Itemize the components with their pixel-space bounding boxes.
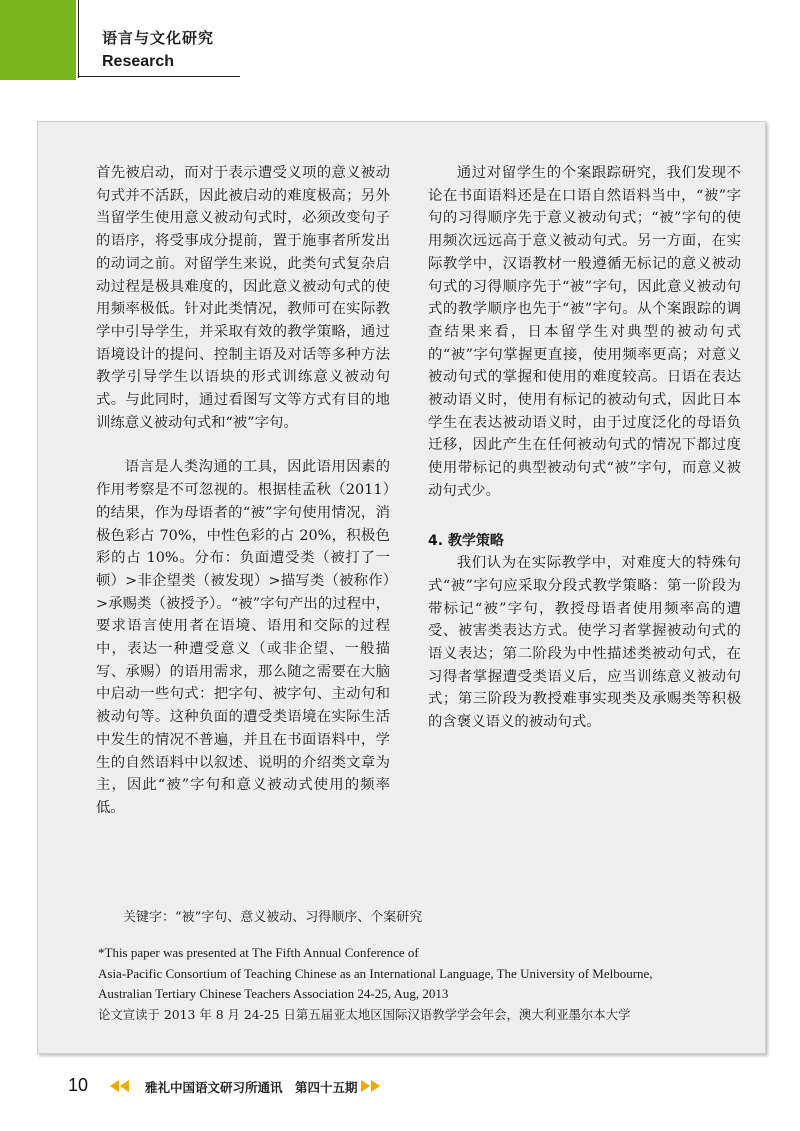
header-divider-horizontal — [78, 76, 240, 77]
section-subtitle: Research — [102, 53, 175, 70]
paper-note — [98, 943, 653, 1025]
keywords-line: 关键字：“被”字句、意义被动、习得顺序、个案研究 — [123, 910, 423, 925]
double-left-arrow-icon — [110, 1080, 129, 1092]
paragraph: 我们认为在实际教学中，对难度大的特殊句式“被”字句应采取分段式教学策略：第一阶段为带标记“被”字句，教授母语者使用频率高的遭受、被害类表达方式。使学习者掌握被动句式的语义表达；第二阶段为中性描述类被动句式，在习得者掌握遭受类语义后，应当训练意义被动句式；第三阶段为教授难事实现类及承赐类等积极的含褒义语义的被动句式。 — [428, 555, 741, 731]
double-right-arrow-icon — [361, 1080, 380, 1092]
publication-name: 雅礼中国语文研习所通讯 第四十五期 — [145, 1080, 358, 1095]
header-divider-vertical — [78, 0, 79, 78]
note-line: Australian Tertiary Chinese Teachers Association 24-25, Aug, 2013 — [98, 986, 449, 1001]
article-column-left — [96, 162, 390, 820]
note-line: Asia-Pacific Consortium of Teaching Chinese as an International Language, The University of Melbourne, — [98, 965, 653, 981]
section-heading: 4. 教学策略 — [428, 532, 504, 549]
paragraph: 语言是人类沟通的工具，因此语用因素的作用考察是不可忽视的。根据桂孟秋（2011）的结果，作为母语者的“被”字句使用情况，消极色彩占 70%，中性色彩的占 20%，积极色彩的占 10%。分布：负面遭受类（被打了一顿）>非企望类（被发现）>描写类（被称作）>承赐类（被授予）。“被”字句产出的过程中，要求语言使用者在语境、语用和交际的过程中，表达一种遭受意义（或非企望、一般描写、承赐）的语用需求，那么随之需要在大脑中启动一些句式：把字句、被字句、主动句和被动句等。这种负面的遭受类语境在实际生活中发生的情况不普遍，并且在书面语料中，学生的自然语料中以叙述、说明的介绍类文章为主，因此“被”字句和意义被动式使用的频率低。 — [96, 459, 390, 816]
note-line: *This paper was presented at The Fifth Annual Conference of — [98, 945, 419, 960]
page-footer — [0, 1072, 800, 1102]
paragraph: 首先被启动，而对于表示遭受义项的意义被动句式并不活跃，因此被启动的难度极高；另外当留学生使用意义被动句式时，必须改变句子的语序，将受事成分提前，置于施事者所发出的动词之前。对留学生来说，此类句式复杂启动过程是极具难度的，因此意义被动句式的使用频率极低。针对此类情况，教师可在实际教学中引导学生，并采取有效的教学策略，通过语境设计的提问、控制主语及对话等多种方法教学引导学生以语块的形式训练意义被动句式。与此同时，通过看图写文等方式有目的地训练意义被动句式和“被”字句。 — [96, 165, 390, 431]
page-number: 10 — [68, 1075, 89, 1095]
paragraph: 通过对留学生的个案跟踪研究，我们发现不论在书面语料还是在口语自然语料当中，“被”字句的习得顺序先于意义被动句式；“被”字句的使用频次远远高于意义被动句式。另一方面，在实际教学中，汉语教材一般遵循无标记的意义被动句式的习得顺序先于“被”字句，因此意义被动句式的教学顺序也先于“被”字句。从个案跟踪的调查结果来看，日本留学生对典型的被动句式的“被”字句掌握更直接，使用频率更高；对意义被动句式的掌握和使用的难度较高。日语在表达被动语义时，使用有标记的被动句式，因此日本学生在表达被动语义时，由于过度泛化的母语负迁移，因此产生在任何被动句式的情况下都过度使用带标记的典型被动句式“被”字句，而意义被动句式少。 — [428, 165, 741, 499]
section-title: 语言与文化研究 — [102, 29, 215, 47]
header-color-block — [0, 0, 76, 80]
article-column-right — [428, 162, 741, 734]
note-line: 论文宣读于 2013 年 8 月 24-25 日第五届亚太地区国际汉语教学学会年会，澳大利亚墨尔本大学 — [98, 1006, 631, 1022]
